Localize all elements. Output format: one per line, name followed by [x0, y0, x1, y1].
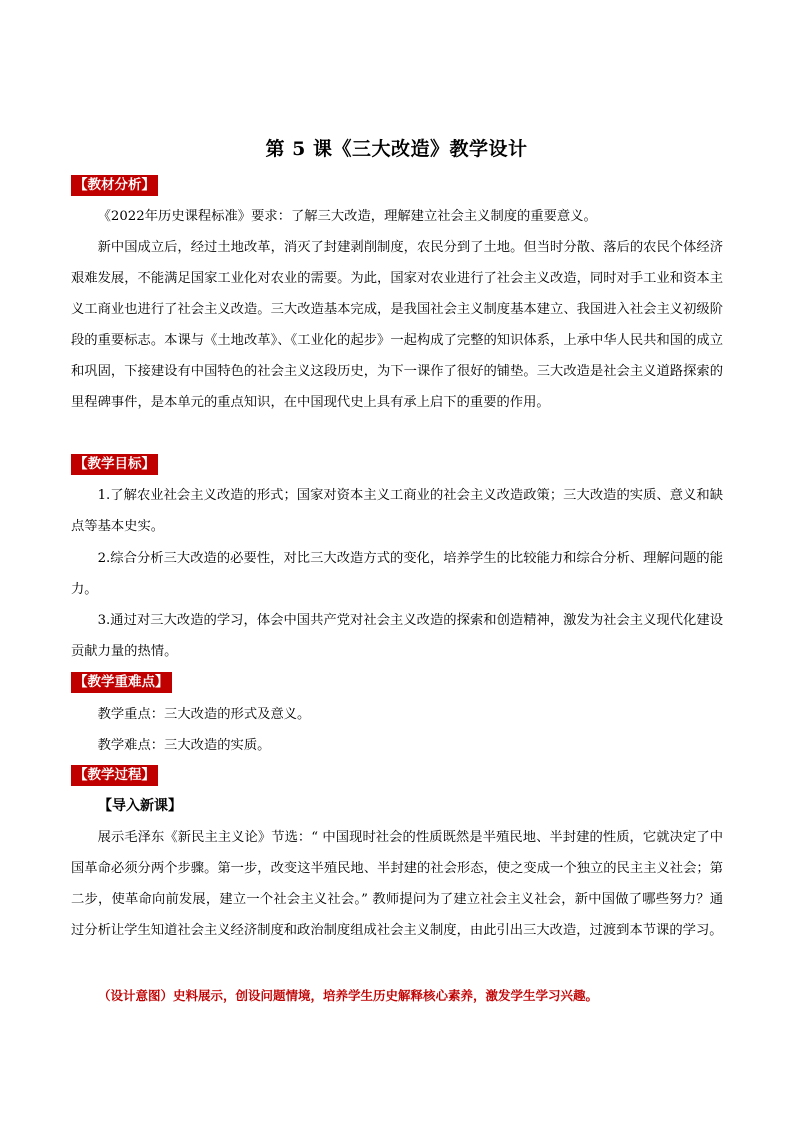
section-heading-goals: 【教学目标】 — [71, 454, 158, 475]
intro-heading: 【导入新课】 — [98, 798, 182, 814]
teaching-focus: 教学重点：三大改造的形式及意义。 — [97, 707, 311, 722]
section-heading-analysis: 【教材分析】 — [71, 175, 158, 196]
goal-item-3: 3.通过对三大改造的学习，体会中国共产党对社会主义改造的探索和创造精神，激发为社会主义现代化建设贡献力量的热情。 — [71, 613, 723, 659]
teaching-difficulty: 教学难点：三大改造的实质。 — [97, 738, 271, 753]
intro-paragraph: 展示毛泽东《新民主主义论》节选：“ 中国现时社会的性质既然是半殖民地、半封建的性质，它就决定了中国革命必须分两个步骤。第一步，改变这半殖民地、半封建的社会形态，使之变成一个独立的民主主义社会；第二步，使革命向前发展，建立一个社会主义社会。” 教师提问为了建立社会主义社会，新中国做了哪些努力？通过分析让学生知道社会主义经济制度和政治制度组成社会主义制度，由此引出三大改造，过渡到本节课的学习。 — [71, 830, 723, 938]
design-intent-note: （设计意图）史料展示，创设问题情境，培养学生历史解释核心素养，激发学生学习兴趣。 — [98, 988, 599, 1003]
analysis-paragraph-1: 《2022年历史课程标准》要求：了解三大改造，理解建立社会主义制度的重要意义。 — [97, 209, 597, 224]
section-heading-key-points: 【教学重难点】 — [71, 672, 172, 693]
goal-item-1: 1.了解农业社会主义改造的形式；国家对资本主义工商业的社会主义改造政策；三大改造的实质、意义和缺点等基本史实。 — [71, 488, 723, 534]
goal-item-2: 2.综合分析三大改造的必要性，对比三大改造方式的变化，培养学生的比较能力和综合分析、理解问题的能力。 — [71, 551, 723, 597]
analysis-paragraph-2: 新中国成立后，经过土地改革，消灭了封建剥削制度，农民分到了土地。但当时分散、落后的农民个体经济艰难发展，不能满足国家工业化对农业的需要。为此，国家对农业进行了社会主义改造，同时对手工业和资本主义工商业也进行了社会主义改造。三大改造基本完成，是我国社会主义制度基本建立、我国进入社会主义初级阶段的重要标志。本课与《土地改革》、《工业化的起步》一起构成了完整的知识体系，上承中华人民共和国的成立和巩固，下接建设有中国特色的社会主义这段历史，为下一课作了很好的铺垫。三大改造是社会主义道路探索的里程碑事件，是本单元的重点知识，在中国现代史上具有承上启下的重要的作用。 — [71, 240, 723, 410]
document-title: 第 5 课《三大改造》教学设计 — [265, 138, 528, 160]
section-heading-process: 【教学过程】 — [71, 765, 158, 786]
